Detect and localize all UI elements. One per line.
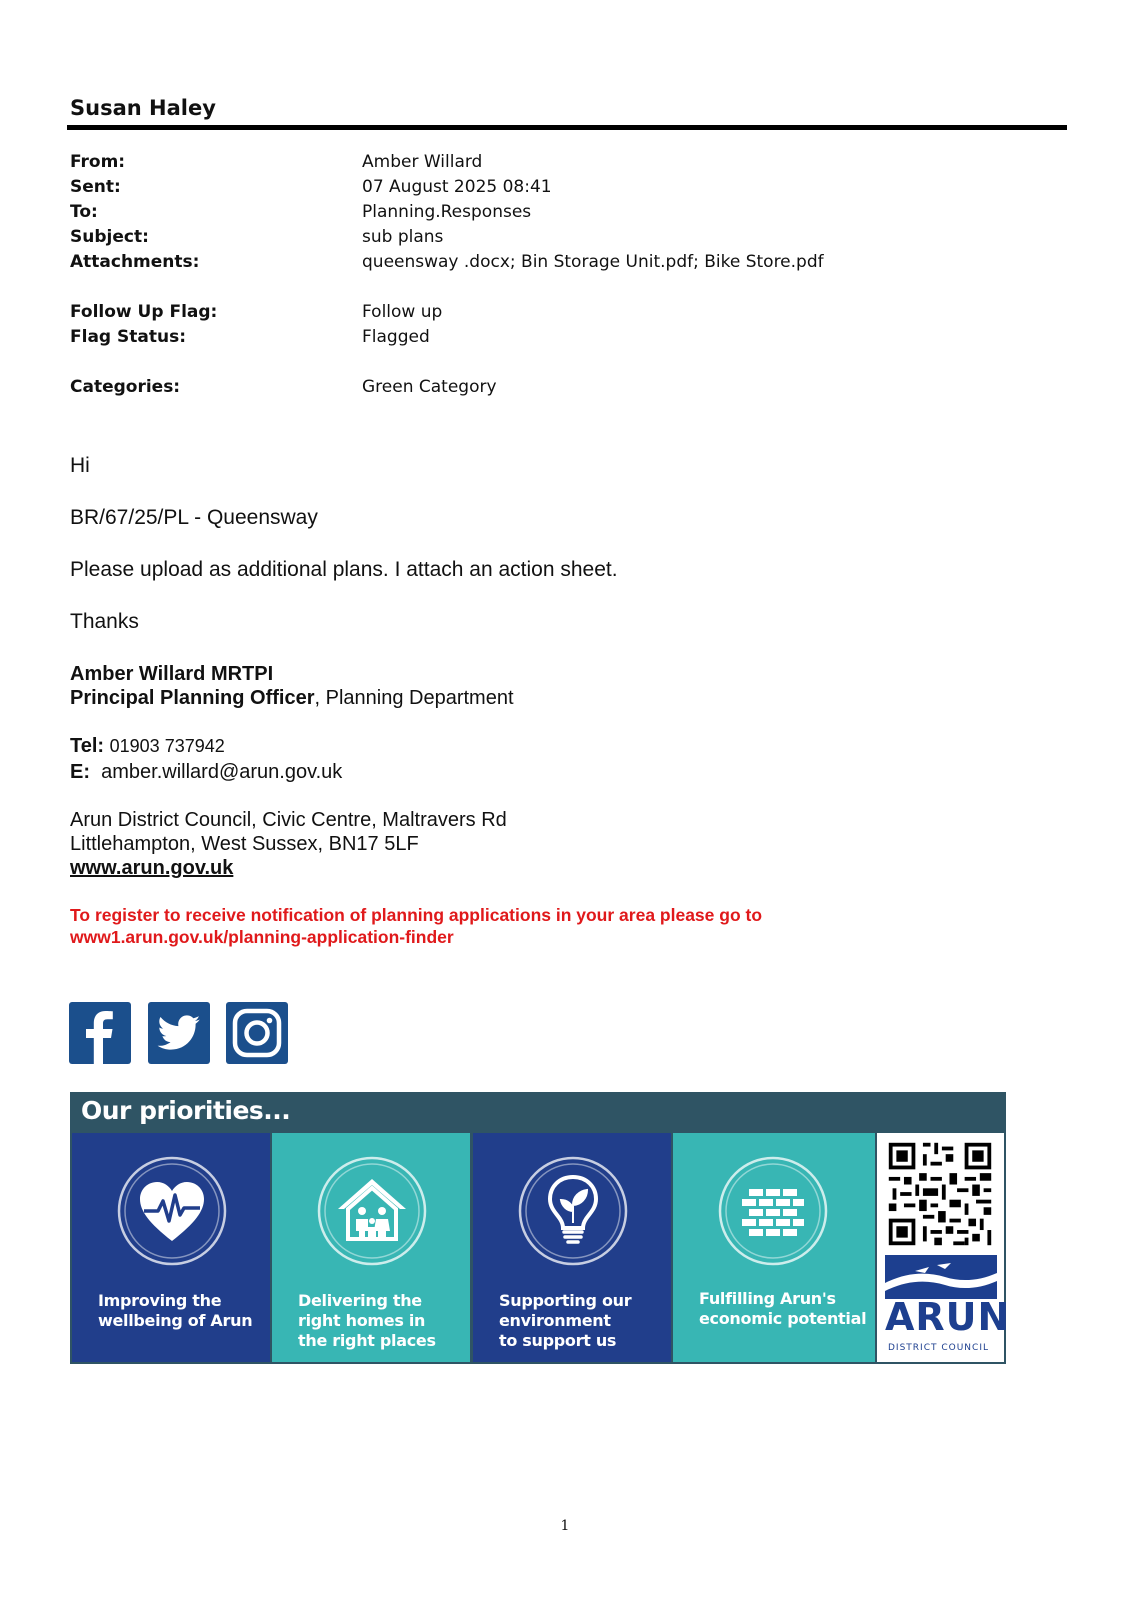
- sent-label: Sent:: [70, 177, 121, 197]
- heart-pulse-icon: [114, 1153, 230, 1269]
- notice-line-1: To register to receive notification of planning applications in your area please go to: [70, 905, 763, 925]
- brick-wall-icon: [715, 1153, 831, 1269]
- facebook-icon[interactable]: [69, 1002, 131, 1064]
- to-label: To:: [70, 202, 98, 222]
- signature-role-line: [70, 686, 514, 710]
- notice-link[interactable]: www1.arun.gov.uk/planning-application-finder: [70, 927, 454, 947]
- instagram-icon[interactable]: [226, 1002, 288, 1064]
- from-value: Amber Willard: [362, 152, 483, 172]
- closing-line: Thanks: [70, 610, 139, 633]
- reference-line: BR/67/25/PL - Queensway: [70, 506, 318, 529]
- lightbulb-leaf-icon: [515, 1153, 631, 1269]
- greeting: Hi: [70, 454, 90, 477]
- twitter-icon[interactable]: [148, 1002, 210, 1064]
- flag-status-value: Flagged: [362, 327, 430, 347]
- priority-tile-environment: [473, 1133, 671, 1362]
- signer-department: , Planning Department: [314, 687, 514, 709]
- priority-tile-homes: [272, 1133, 470, 1362]
- message-line: Please upload as additional plans. I attach an action sheet.: [70, 558, 618, 581]
- from-label: From:: [70, 152, 126, 172]
- telephone-line: [70, 734, 225, 758]
- tile-caption-economy: Fulfilling Arun's economic potential: [699, 1289, 867, 1328]
- attachments-value: queensway .docx; Bin Storage Unit.pdf; Bike Store.pdf: [362, 252, 824, 272]
- mailbox-owner: Susan Haley: [70, 96, 216, 120]
- priority-tile-economy: [673, 1133, 875, 1362]
- arun-logo-text: ARUN: [885, 1295, 1011, 1339]
- website-link[interactable]: www.arun.gov.uk: [70, 857, 234, 879]
- tel-label: Tel:: [70, 735, 105, 757]
- attachments-label: Attachments:: [70, 252, 200, 272]
- qr-code-icon[interactable]: [885, 1139, 995, 1249]
- qr-logo-panel: [877, 1133, 1011, 1362]
- priorities-banner: [70, 1092, 1011, 1364]
- to-value: Planning.Responses: [362, 202, 532, 222]
- signer-role: Principal Planning Officer: [70, 687, 315, 709]
- subject-value: sub plans: [362, 227, 444, 247]
- tile-caption-homes: Delivering the right homes in the right places: [298, 1291, 436, 1350]
- signature-name: [70, 662, 273, 686]
- flag-status-label: Flag Status:: [70, 327, 186, 347]
- house-family-icon: [314, 1153, 430, 1269]
- follow-up-flag-label: Follow Up Flag:: [70, 302, 218, 322]
- sent-value: 07 August 2025 08:41: [362, 177, 552, 197]
- follow-up-flag-value: Follow up: [362, 302, 443, 322]
- tel-number: 01903 737942: [109, 736, 225, 756]
- email-label: E:: [70, 761, 90, 783]
- categories-label: Categories:: [70, 377, 181, 397]
- subject-label: Subject:: [70, 227, 149, 247]
- tile-caption-environment: Supporting our environment to support us: [499, 1291, 632, 1350]
- address-line-1: Arun District Council, Civic Centre, Maltravers Rd: [70, 809, 507, 831]
- email-line: [70, 760, 342, 784]
- signer-name: Amber Willard MRTPI: [70, 663, 274, 685]
- banner-title: Our priorities...: [81, 1096, 291, 1125]
- arun-logo-subtext: DISTRICT COUNCIL: [888, 1343, 989, 1353]
- priority-tile-wellbeing: [72, 1133, 270, 1362]
- arun-wave-logo-icon: [885, 1255, 997, 1299]
- header-divider: [67, 125, 1067, 130]
- email-address[interactable]: amber.willard@arun.gov.uk: [101, 761, 343, 783]
- address-line-2: Littlehampton, West Sussex, BN17 5LF: [70, 833, 419, 855]
- page-number: 1: [560, 1518, 570, 1534]
- categories-value: Green Category: [362, 377, 497, 397]
- tile-caption-wellbeing: Improving the wellbeing of Arun: [98, 1291, 253, 1330]
